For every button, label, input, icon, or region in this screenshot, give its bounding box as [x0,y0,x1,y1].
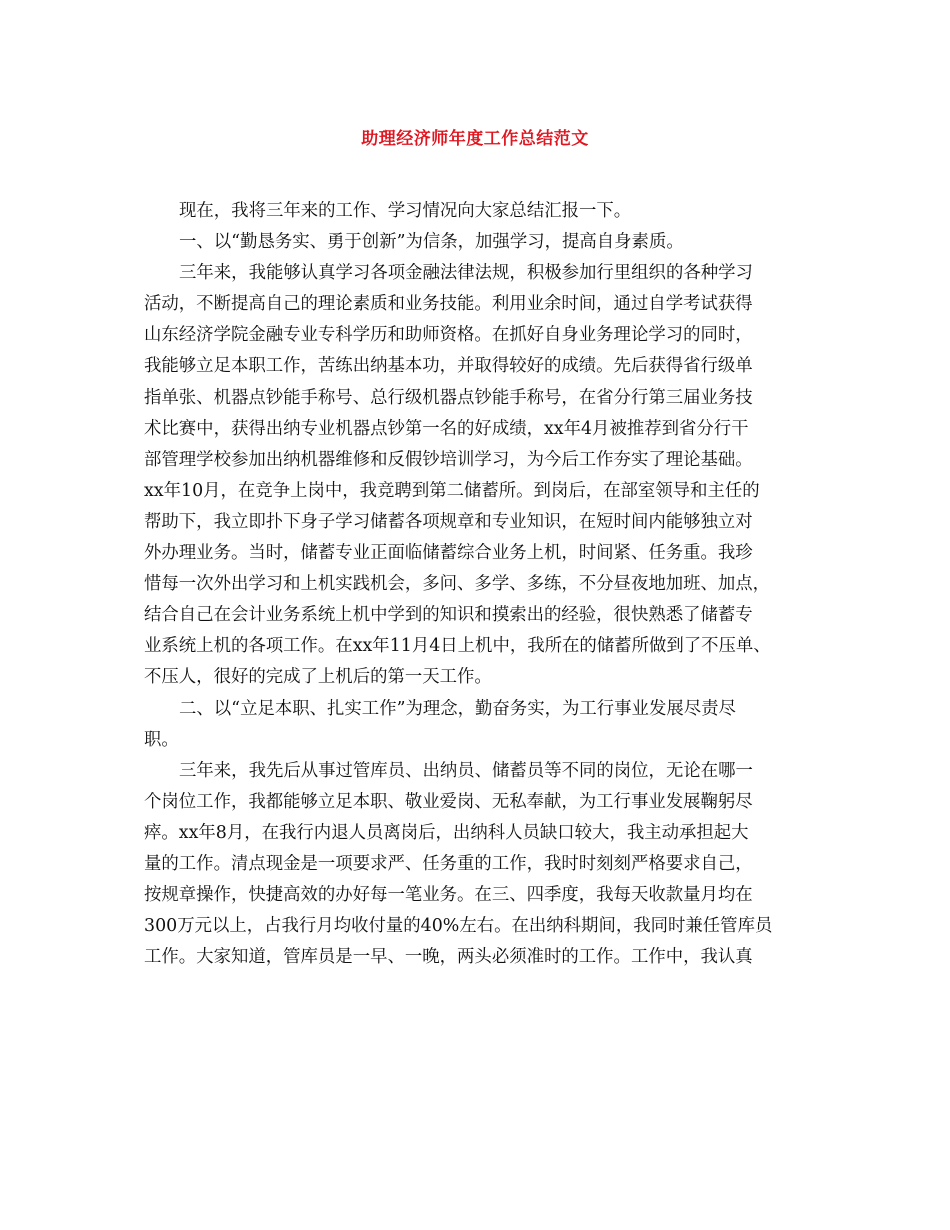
text-line: 术比赛中，获得出纳专业机器点钞第一名的好成绩，xx年4月被推荐到省分行干 [144,418,749,439]
text-line: xx年10月，在竞争上岗中，我竞聘到第二储蓄所。到岗后，在部室领导和主任的 [144,480,760,501]
text-line: 现在，我将三年来的工作、学习情况向大家总结汇报一下。 [179,201,632,221]
document-body [144,196,804,973]
text-line: 指单张、机器点钞能手称号、总行级机器点钞能手称号，在省分行第三届业务技 [144,387,753,408]
text-line: 按规章操作，快捷高效的办好每一笔业务。在三、四季度，我每天收款量月均在 [144,885,753,906]
text-line: 量的工作。清点现金是一项要求严、任务重的工作，我时时刻刻严格要求自己， [144,853,753,874]
text-line: 不压人，很好的完成了上机后的第一天工作。 [144,667,492,688]
text-line: 外办理业务。当时，储蓄专业正面临储蓄综合业务上机，时间紧、任务重。我珍 [144,543,753,564]
text-line: 惜每一次外出学习和上机实践机会，多问、多学、多练，不分昼夜地加班、加点， [144,574,771,595]
text-line: 300万元以上，占我行月均收付量的40%左右。在出纳科期间，我同时兼任管库员 [144,916,773,937]
document-title: 助理经济师年度工作总结范文 [361,129,589,149]
text-line: 职。 [144,729,179,750]
text-line: 部管理学校参加出纳机器维修和反假钞培训学习，为今后工作夯实了理论基础。 [144,449,753,470]
text-line: 三年来，我能够认真学习各项金融法律法规，积极参加行里组织的各种学习 [179,263,753,284]
text-line: 工作。大家知道，管库员是一早、一晚，两头必须准时的工作。工作中，我认真 [144,947,753,968]
text-line: 帮助下，我立即扑下身子学习储蓄各项规章和专业知识，在短时间内能够独立对 [144,511,753,532]
text-line: 三年来，我先后从事过管库员、出纳员、储蓄员等不同的岗位，无论在哪一 [179,760,753,781]
text-line: 二、以“立足本职、扎实工作”为理念，勤奋务实，为工行事业发展尽责尽 [179,698,736,719]
text-line: 瘁。xx年8月，在我行内退人员离岗后，出纳科人员缺口较大，我主动承担起大 [144,822,749,843]
text-line: 山东经济学院金融专业专科学历和助师资格。在抓好自身业务理论学习的同时， [144,325,753,346]
text-line: 结合自己在会计业务系统上机中学到的知识和摸索出的经验，很快熟悉了储蓄专 [144,605,753,626]
text-line: 个岗位工作，我都能够立足本职、敬业爱岗、无私奉献，为工行事业发展鞠躬尽 [144,791,753,812]
text-line: 一、以“勤恳务实、勇于创新”为信条，加强学习，提高自身素质。 [179,232,684,253]
text-line: 我能够立足本职工作，苦练出纳基本功，并取得较好的成绩。先后获得省行级单 [144,356,753,377]
text-line: 活动，不断提高自己的理论素质和业务技能。利用业余时间，通过自学考试获得 [144,294,753,315]
text-line: 业系统上机的各项工作。在xx年11月4日上机中，我所在的储蓄所做到了不压单、 [144,636,771,657]
